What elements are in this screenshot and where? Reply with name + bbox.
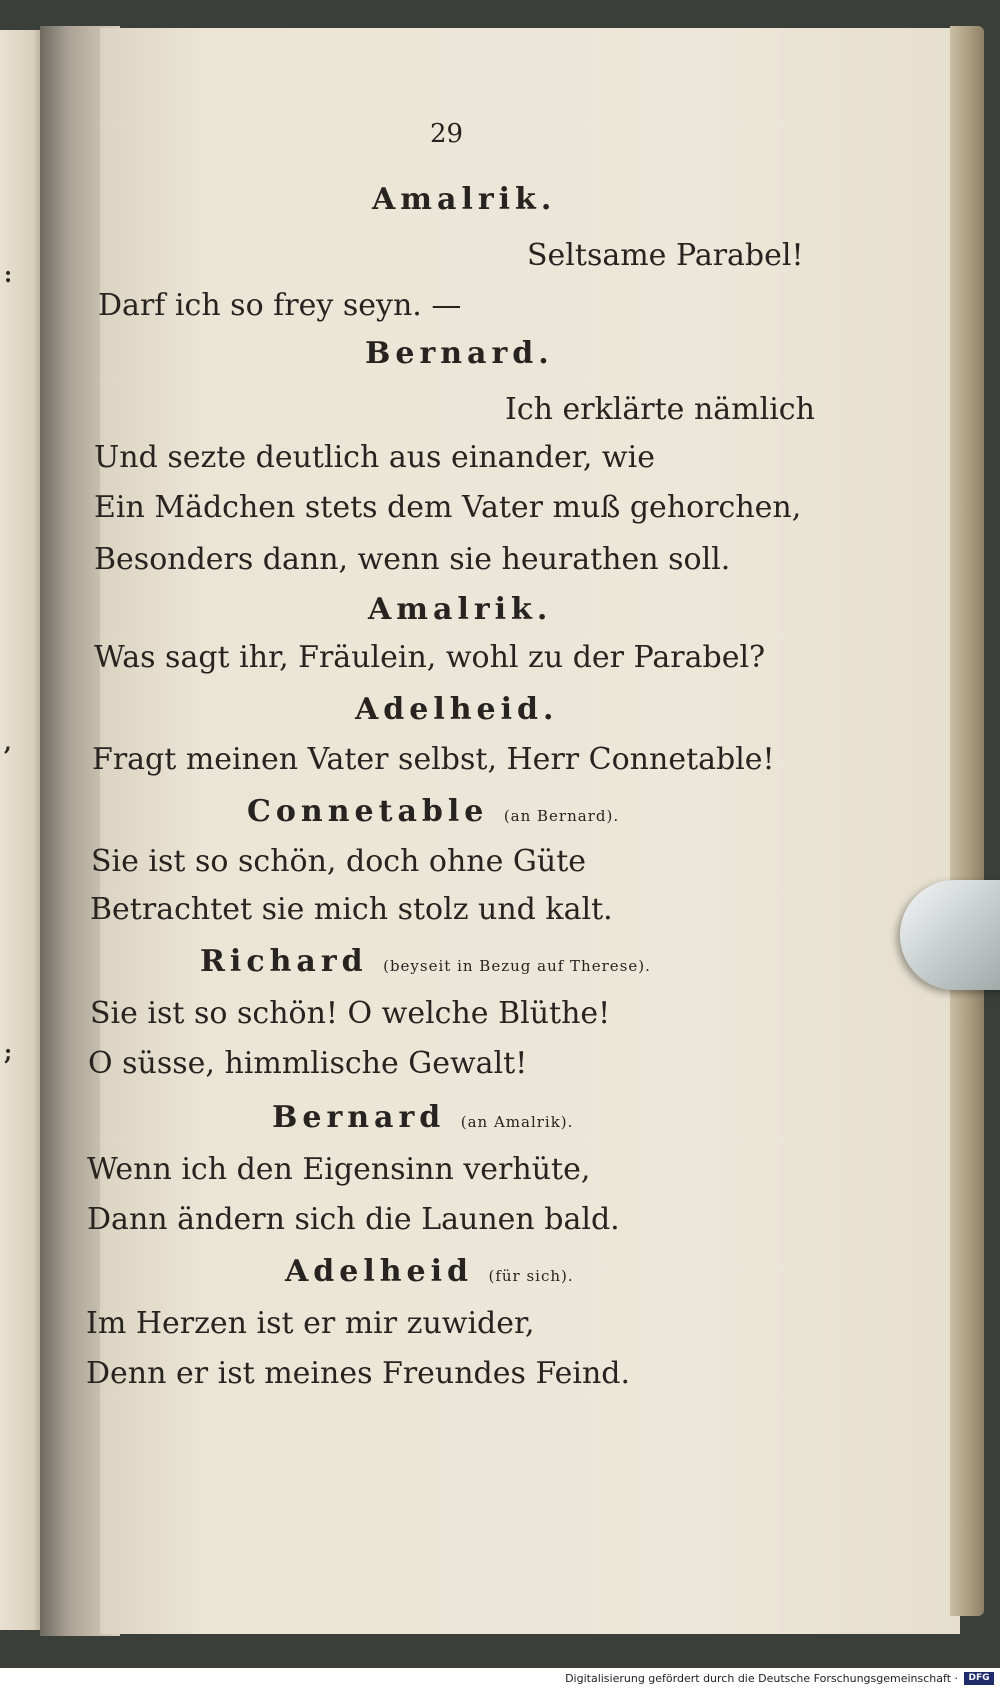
speaker-heading — [200, 944, 651, 984]
verse-line: Ich erklärte nämlich — [505, 392, 815, 427]
verse-line: Im Herzen ist er mir zuwider, — [86, 1306, 535, 1341]
speaker-heading — [372, 182, 556, 218]
verse-line: O süsse, himmlische Gewalt! — [88, 1046, 528, 1081]
speaker-name: Bernard. — [365, 336, 554, 371]
page-stack-edge — [950, 26, 984, 1616]
page-clip — [900, 880, 1000, 990]
stage-direction: (an Amalrik). — [460, 1113, 574, 1131]
stage-direction: (an Bernard). — [503, 807, 620, 825]
verse-line: Dann ändern sich die Launen bald. — [87, 1202, 620, 1237]
verse-line: Denn er ist meines Freundes Feind. — [86, 1356, 631, 1391]
stage-direction: (beyseit in Bezug auf Therese). — [383, 957, 651, 975]
speaker-heading — [368, 592, 552, 628]
speaker-name: Adelheid — [285, 1254, 474, 1289]
speaker-heading — [272, 1100, 573, 1140]
speaker-name: Richard — [200, 944, 368, 979]
verse-line: Ein Mädchen stets dem Vater muß gehorchen, — [94, 490, 802, 525]
footer-credit: Digitalisierung gefördert durch die Deutsche Forschungsgemeinschaft · — [565, 1672, 958, 1685]
verse-line: Und sezte deutlich aus einander, wie — [94, 440, 655, 475]
speaker-heading — [247, 794, 619, 834]
verse-line: Sie ist so schön, doch ohne Güte — [91, 844, 586, 879]
speaker-name: Amalrik. — [372, 182, 557, 217]
verse-line: Wenn ich den Eigensinn verhüte, — [87, 1152, 591, 1187]
verse-line: Besonders dann, wenn sie heurathen soll. — [94, 542, 731, 577]
dfg-logo: DFG — [964, 1672, 994, 1685]
speaker-name: Adelheid. — [355, 692, 559, 727]
verse-line: Was sagt ihr, Fräulein, wohl zu der Parabel? — [94, 640, 766, 675]
verse-line: Betrachtet sie mich stolz und kalt. — [90, 892, 613, 927]
margin-mark: : — [4, 262, 13, 288]
margin-mark: ; — [4, 1040, 13, 1066]
speaker-name: Bernard — [272, 1100, 446, 1135]
speaker-name: Connetable — [247, 794, 489, 829]
speaker-heading — [355, 692, 558, 728]
scan-footer — [0, 1668, 1000, 1688]
verse-line: Sie ist so schön! O welche Blüthe! — [90, 996, 611, 1031]
speaker-heading — [285, 1254, 574, 1294]
margin-mark: , — [4, 730, 12, 756]
speaker-name: Amalrik. — [368, 592, 553, 627]
page-number: 29 — [430, 119, 464, 149]
verse-line: Darf ich so frey seyn. — — [98, 288, 462, 323]
verse-line: Seltsame Parabel! — [527, 238, 804, 273]
verse-line: Fragt meinen Vater selbst, Herr Connetable! — [92, 742, 775, 777]
speaker-heading — [365, 336, 554, 372]
stage-direction: (für sich). — [488, 1267, 574, 1285]
